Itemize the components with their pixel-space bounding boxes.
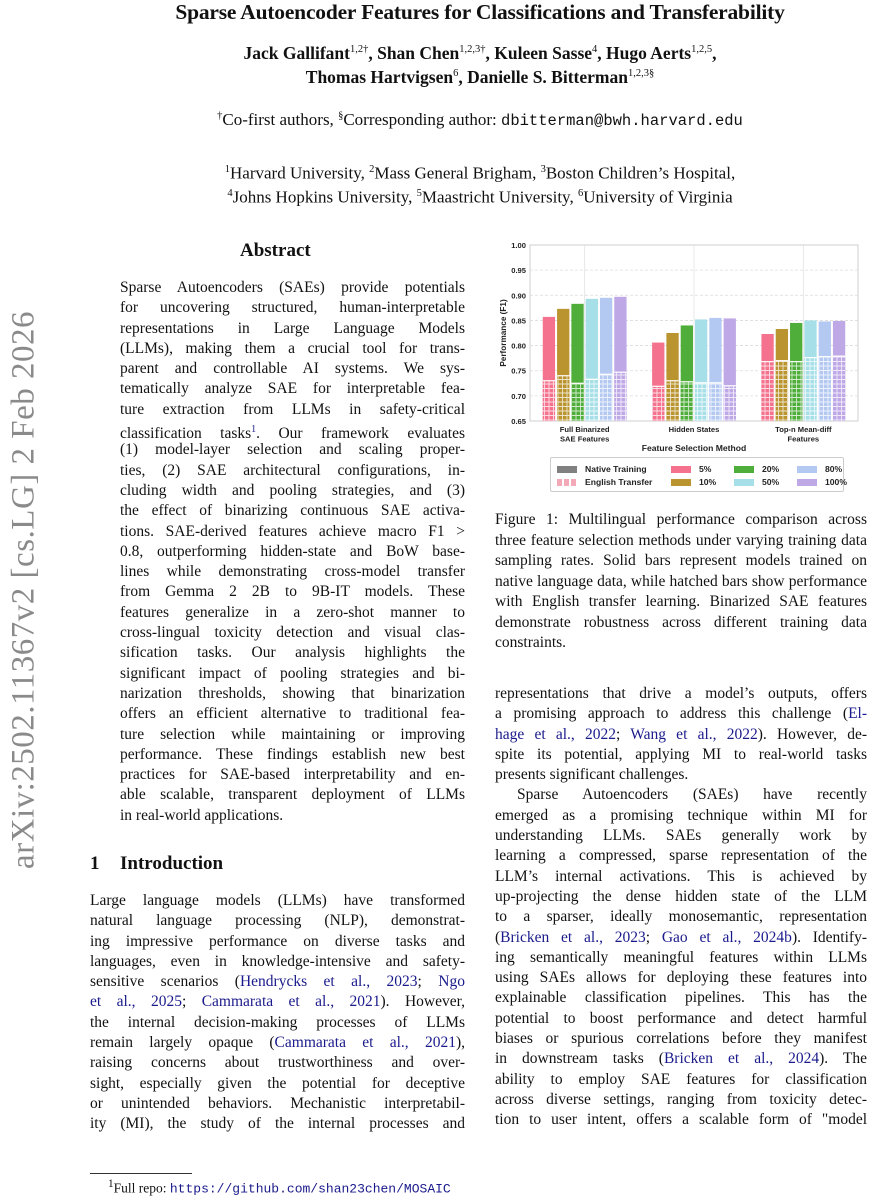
introduction-line: ing impressive performance on diverse tasks and: [90, 932, 465, 950]
author-name: Danielle S. Bitterman: [467, 66, 628, 87]
x-category-label: Full Binarized: [559, 425, 610, 434]
body-line: ing semantically meaningful features within LLMs: [495, 948, 867, 966]
introduction-line: the internal decision-making processes of LLMs: [90, 1013, 465, 1031]
y-tick-label: 0.95: [511, 266, 526, 276]
x-category-label: SAE Features: [559, 434, 610, 444]
introduction-body: [90, 891, 465, 1135]
body-line: learning a compressed, sparse representation of the: [495, 847, 867, 865]
author-name: Kuleen Sasse: [494, 42, 593, 63]
solid-swatch-icon: [557, 466, 577, 473]
legend-label: 80%: [825, 464, 843, 474]
body-line: using SAEs allows for deploying these features into: [495, 969, 867, 987]
co-first-text: Co-first authors,: [222, 110, 339, 129]
body-line: Sparse Autoencoders (SAEs) have recently: [517, 786, 867, 804]
y-tick-label: 0.75: [511, 366, 526, 376]
paper-title: Sparse Autoencoder Features for Classifications and Transferability: [175, 0, 785, 24]
correspondence-note: [0, 110, 872, 130]
author-affiliation-mark: 4: [592, 44, 598, 55]
body-line: presents significant challenges.: [495, 766, 689, 784]
affiliations-line-2: [0, 182, 872, 210]
bar-english-transfer-50%: [586, 379, 598, 421]
legend-item-rate: [671, 464, 711, 474]
bar-english-transfer-20%: [681, 382, 693, 421]
footnote-divider: [90, 1173, 192, 1174]
authors-line-2: Thomas Hartvigsen$^6$, Danielle S. Bitterman$^{1,2,3\S}$: [305, 66, 655, 87]
legend-label: 20%: [762, 464, 780, 474]
body-line: ability to employ SAE features for classification: [495, 1070, 867, 1088]
section-heading-introduction: [90, 853, 223, 875]
citation-link[interactable]: Bricken et al., 2023: [500, 928, 646, 946]
co-first-mark: †: [217, 110, 223, 122]
affiliation-name: Harvard University,: [230, 163, 370, 183]
bar-english-transfer-10%: [557, 376, 569, 421]
abstract-line: lines while demonstrating cross-model transfer: [120, 563, 465, 581]
body-line: to a sparser, ideally monosemantic, representation: [495, 908, 867, 926]
bar-english-transfer-20%: [790, 362, 802, 421]
body-line: hage et al., 2022; Wang et al., 2022). However, de-: [495, 725, 868, 743]
legend-label: Native Training: [585, 464, 647, 474]
legend-item-rate: [797, 477, 847, 487]
y-tick-label: 0.65: [511, 417, 526, 426]
author-name: Jack Gallifant: [243, 42, 350, 63]
authors-line-1: Jack Gallifant$^{1,2\dagger}$, Shan Chen$^{1,2,3\dagger}$, Kuleen Sasse$^4$, Hugo Aerts$^{1,2,5}$,: [243, 42, 717, 63]
bar-english-transfer-100%: [833, 356, 845, 421]
introduction-line: sight, especially given the potential for deceptive: [90, 1074, 465, 1092]
color-swatch-icon: [671, 479, 691, 486]
repo-link[interactable]: https://github.com/shan23chen/MOSAIC: [169, 1181, 451, 1197]
abstract-line: 0.8, outperforming hidden-state and BoW base-: [120, 542, 465, 560]
abstract-line: features generalize in a zero-shot manner to: [120, 603, 465, 621]
legend-item-rate: [734, 464, 779, 474]
body-line: across diverse settings, ranging from toxicity detec-: [495, 1090, 867, 1108]
affiliation-name: Johns Hopkins University,: [232, 187, 417, 207]
arxiv-stamp: [4, 300, 44, 880]
legend-item-rate: [734, 477, 779, 487]
abstract-line: cluding width and pooling strategies, and (3): [120, 481, 465, 499]
body-line: emerged as a promising technique within MI for: [495, 806, 867, 824]
body-line: (Bricken et al., 2023; Gao et al., 2024b). Identify-: [495, 928, 867, 946]
corr-text: Corresponding author:: [343, 110, 502, 129]
abstract-line: representations in Large Language Models: [120, 319, 465, 337]
citation-link[interactable]: hage et al., 2022: [495, 725, 616, 743]
body-line: representations that drive a model’s outputs, offers: [495, 685, 867, 702]
bar-english-transfer-5%: [761, 362, 773, 421]
arxiv-stamp-text: arXiv:2502.11367v2 [cs.LG] 2 Feb 2026: [5, 310, 42, 870]
color-swatch-icon: [671, 466, 691, 473]
abstract-line: tions. SAE-derived features achieve macro F1 >: [120, 522, 465, 540]
abstract-line: parent and controllable AI systems. We sys-: [120, 360, 465, 378]
bar-english-transfer-10%: [776, 361, 788, 421]
abstract-line: (LLMs), making them a crucial tool for trans-: [120, 339, 465, 357]
y-tick-label: 0.70: [511, 391, 526, 401]
x-category-label: Features: [787, 434, 820, 444]
abstract-line: for uncovering structured, human-interpretable: [120, 299, 465, 317]
body-line: a promising approach to address this challenge (El-: [495, 705, 867, 723]
citation-link[interactable]: Ngo: [438, 973, 465, 991]
citation-link[interactable]: Hendrycks et al., 2023: [239, 973, 418, 991]
y-axis-label: Performance (F1): [499, 299, 508, 367]
legend-item-rate: [797, 464, 842, 474]
introduction-line: Large language models (LLMs) have transformed: [90, 892, 465, 909]
corresponding-email[interactable]: dbitterman@bwh.harvard.edu: [501, 112, 743, 130]
abstract-line: (1) model-layer selection and scaling proper-: [120, 441, 465, 459]
affiliation-mark: 6: [577, 188, 584, 199]
abstract-line: from Gemma 2 2B to 9B-IT models. These: [120, 583, 465, 601]
abstract-line: practices for SAE-based interpretability and en-: [120, 766, 465, 784]
legend-label: 50%: [762, 477, 780, 487]
introduction-line: ity (MI), the study of the internal processes and: [90, 1115, 465, 1133]
footnote-label: Full repo:: [113, 1180, 170, 1196]
figure-1-chart: [490, 235, 872, 505]
x-category-label: Top-n Mean-diff: [775, 425, 832, 434]
affiliation-mark: 2: [369, 164, 375, 175]
section-number: 1: [90, 853, 100, 874]
abstract-line: ties, (2) SAE architectural configurations, in-: [120, 461, 465, 479]
abstract-heading: Abstract: [240, 240, 311, 261]
affiliation-mark: 4: [227, 188, 233, 199]
bar-english-transfer-5%: [652, 386, 664, 421]
footnote-ref[interactable]: 1: [251, 424, 257, 436]
body-line: in downstream tasks (Bricken et al., 2024). The: [495, 1050, 867, 1068]
color-swatch-icon: [734, 479, 754, 486]
color-swatch-icon: [734, 466, 754, 473]
body-line: up-projecting the dense hidden state of the LLM: [495, 887, 867, 905]
affiliation-name: Maastricht University,: [421, 187, 578, 207]
color-swatch-icon: [797, 466, 817, 473]
introduction-line: remain largely opaque (Cammarata et al., 2021),: [90, 1034, 465, 1052]
citation-link[interactable]: Gao et al., 2024b: [661, 928, 792, 946]
bar-english-transfer-5%: [543, 381, 555, 421]
author-affiliation-mark: 1,2†: [349, 44, 369, 55]
abstract-line: offers an efficient alternative to traditional fea-: [120, 705, 465, 723]
abstract-line: narization thresholds, showing that binarization: [120, 684, 465, 702]
abstract-line: Sparse Autoencoders (SAEs) provide potentials: [120, 279, 465, 296]
figure-caption: Figure 1: Multilingual performance comparison across three feature selection methods under varying training data sampling rates. Solid bars represent models trained on native language data, while hatched bars show performance with English transfer learning. Binarized SAE features demonstrate robustness across different training data constraints.: [495, 511, 867, 651]
legend-label: 100%: [825, 477, 847, 487]
bar-english-transfer-50%: [804, 358, 816, 421]
bar-english-transfer-20%: [571, 383, 583, 421]
affiliation-mark: 3: [540, 164, 546, 175]
bar-english-transfer-80%: [819, 357, 831, 421]
citation-link[interactable]: El-: [848, 705, 867, 723]
introduction-line: languages, even in knowledge-intensive and safety-: [90, 952, 465, 970]
bar-english-transfer-100%: [724, 386, 736, 421]
legend-label: English Transfer: [585, 477, 653, 487]
legend-label: 5%: [699, 464, 712, 474]
author-name: Shan Chen: [377, 42, 460, 63]
bar-english-transfer-80%: [600, 374, 612, 421]
citation-link[interactable]: Cammarata et al., 2021: [201, 993, 381, 1011]
y-tick-label: 0.90: [511, 291, 526, 301]
affiliation-mark: 1: [224, 164, 231, 175]
abstract-line: in real-world applications.: [120, 806, 284, 824]
abstract-line: the effect of binarizing continuous SAE activa-: [120, 502, 465, 520]
abstract-line: significant impact of pooling strategies and bi-: [120, 664, 465, 682]
author-affiliation-mark: 6: [453, 68, 459, 79]
section-title: Introduction: [120, 853, 224, 874]
abstract-line: tematically analyze SAE for interpretable fea-: [120, 380, 465, 398]
legend-label: 10%: [699, 477, 717, 487]
bar-english-transfer-100%: [614, 372, 626, 421]
chart-legend: [550, 457, 847, 492]
introduction-line: natural language processing (NLP), demonstrat-: [90, 912, 465, 930]
author-affiliation-mark: 1,2,5: [691, 44, 713, 55]
legend-item-rate: [671, 477, 716, 487]
introduction-line: sensitive scenarios (Hendrycks et al., 2023; Ngo: [90, 973, 465, 991]
citation-link[interactable]: et al., 2025: [90, 993, 182, 1011]
bar-english-transfer-10%: [666, 381, 678, 421]
affiliation-mark: 5: [416, 188, 422, 199]
body-line: biases or spurious correlations before they manifest: [495, 1030, 867, 1048]
abstract-line: ture extraction from LLMs in safety-critical: [120, 400, 465, 418]
introduction-line: or unintended behaviors. Mechanistic interpretabil-: [90, 1094, 465, 1112]
citation-link[interactable]: Wang et al., 2022: [630, 725, 758, 743]
citation-link[interactable]: Bricken et al., 2024: [663, 1050, 820, 1068]
abstract-line: performance. These findings establish new best: [120, 745, 465, 763]
affiliation-name: Boston Children’s Hospital,: [545, 163, 736, 183]
introduction-line: et al., 2025; Cammarata et al., 2021). However,: [90, 993, 466, 1011]
abstract-line: ture selection while maintaining or improving: [120, 725, 465, 743]
legend-item-solid: [557, 464, 647, 474]
y-tick-label: 1.00: [511, 241, 526, 250]
abstract-line: sification tasks. Our analysis highlights the: [120, 644, 465, 662]
author-name: Thomas Hartvigsen: [305, 66, 454, 87]
color-swatch-icon: [797, 479, 817, 486]
author-name: Hugo Aerts: [606, 42, 692, 63]
affiliation-name: Mass General Brigham,: [374, 163, 541, 183]
body-line: explainable classification pipelines. This has the: [495, 989, 867, 1007]
body-line: LLM’s internal activations. This is achieved by: [495, 867, 867, 885]
body-line: potential to boost performance and detect harmful: [495, 1009, 867, 1027]
bar-english-transfer-50%: [695, 383, 707, 421]
citation-link[interactable]: Cammarata et al., 2021: [274, 1034, 456, 1052]
abstract-line: cross-lingual toxicity detection and visual clas-: [120, 624, 465, 642]
bar-english-transfer-80%: [709, 383, 721, 421]
footnote: [108, 1178, 451, 1197]
author-affiliation-mark: 1,2,3†: [459, 44, 486, 55]
legend-item-hatched: [557, 477, 652, 487]
hatched-swatch-icon: [557, 479, 577, 486]
author-affiliation-mark: 1,2,3§: [627, 68, 655, 79]
abstract-body: [120, 278, 465, 826]
affiliation-name: University of Virginia: [583, 187, 733, 207]
abstract-line: able scalable, transparent deployment of LLMs: [120, 786, 465, 804]
corr-mark: §: [338, 110, 344, 122]
y-tick-label: 0.80: [511, 341, 526, 351]
abstract-line: classification tasks$^1$. Our framework evaluates: [120, 424, 465, 443]
right-column-body: [495, 684, 867, 1131]
y-tick-label: 0.85: [511, 316, 526, 326]
footnote-mark: 1: [108, 1178, 114, 1190]
x-category-label: Hidden States: [668, 425, 720, 434]
body-line: understanding LLMs. SAEs generally work by: [495, 827, 867, 845]
body-line: tion to user intent, offers a scalable form of "model: [495, 1111, 867, 1129]
body-line: spite its potential, applying MI to real-world tasks: [495, 745, 867, 763]
x-axis-label: Feature Selection Method: [641, 443, 747, 453]
introduction-line: raising concerns about trustworthiness and over-: [90, 1054, 465, 1072]
